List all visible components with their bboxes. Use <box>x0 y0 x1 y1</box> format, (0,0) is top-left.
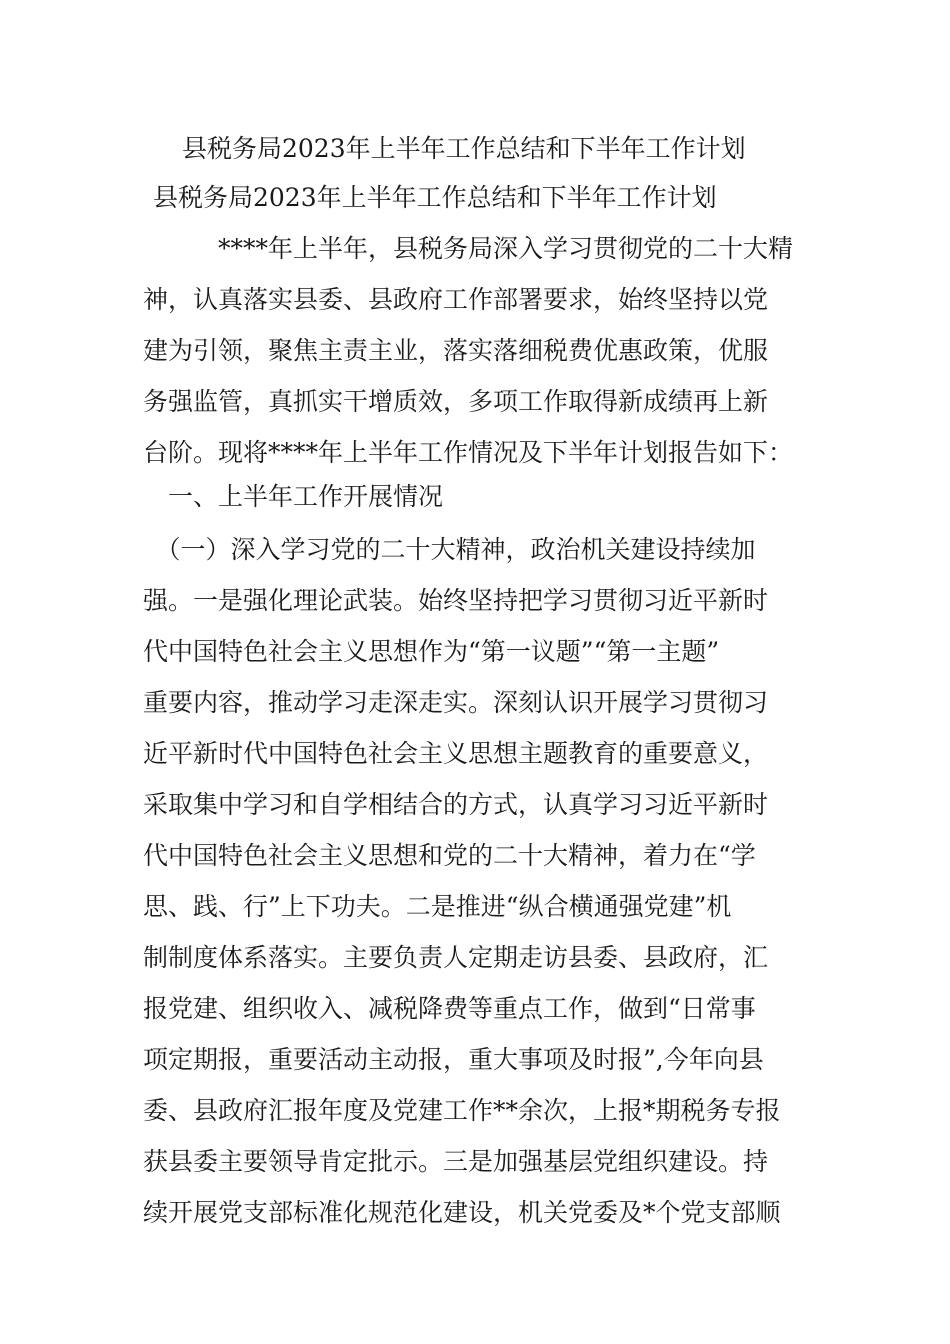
paragraph-line: 委、县政府汇报年度及党建工作**余次，上报*期税务专报 <box>143 1096 781 1125</box>
paragraph-line: 务强监管，真抓实干增质效，多项工作取得新成绩再上新 <box>143 387 769 416</box>
paragraph-line: 神，认真落实县委、县政府工作部署要求，始终坚持以党 <box>143 285 769 314</box>
paragraph-line: 续开展党支部标准化规范化建设，机关党委及*个党支部顺 <box>143 1198 781 1227</box>
paragraph-line: 近平新时代中国特色社会主义思想主题教育的重要意义， <box>143 739 769 768</box>
paragraph-line: 采取集中学习和自学相结合的方式，认真学习习近平新时 <box>143 790 769 819</box>
section-1-paragraph <box>143 524 813 1238</box>
paragraph-line: 制制度体系落实。主要负责人定期走访县委、县政府，汇 <box>143 943 769 972</box>
paragraph-line: 项定期报，重要活动主动报，重大事项及时报”,今年向县 <box>143 1045 764 1074</box>
document-title: 县税务局2023年上半年工作总结和下半年工作计划 <box>182 134 746 163</box>
paragraph-line: 台阶。现将****年上半年工作情况及下半年计划报告如下： <box>143 438 794 467</box>
paragraph-line: ****年上半年，县税务局深入学习贯彻党的二十大精 <box>143 234 794 263</box>
paragraph-line: （一）深入学习党的二十大精神，政治机关建设持续加 <box>143 535 756 564</box>
paragraph-line: 代中国特色社会主义思想和党的二十大精神，着力在“学 <box>143 841 756 870</box>
paragraph-line: 思、践、行”上下功夫。二是推进“纵合横通强党建”机 <box>143 892 732 921</box>
section-heading-text: 一、上半年工作开展情况 <box>143 482 444 511</box>
paragraph-line: 报党建、组织收入、减税降费等重点工作，做到“日常事 <box>143 994 756 1023</box>
document-title-repeat: 县税务局2023年上半年工作总结和下半年工作计划 <box>153 183 717 212</box>
paragraph-line: 代中国特色社会主义思想作为“第一议题”“第一主题” <box>143 637 720 666</box>
paragraph-line: 重要内容，推动学习走深走实。深刻认识开展学习贯彻习 <box>143 688 769 717</box>
paragraph-line: 强。一是强化理论武装。始终坚持把学习贯彻习近平新时 <box>143 586 769 615</box>
section-heading <box>143 471 813 522</box>
intro-paragraph <box>143 223 813 478</box>
paragraph-line: 获县委主要领导肯定批示。三是加强基层党组织建设。持 <box>143 1147 769 1176</box>
paragraph-line: 建为引领，聚焦主责主业，落实落细税费优惠政策，优服 <box>143 336 769 365</box>
